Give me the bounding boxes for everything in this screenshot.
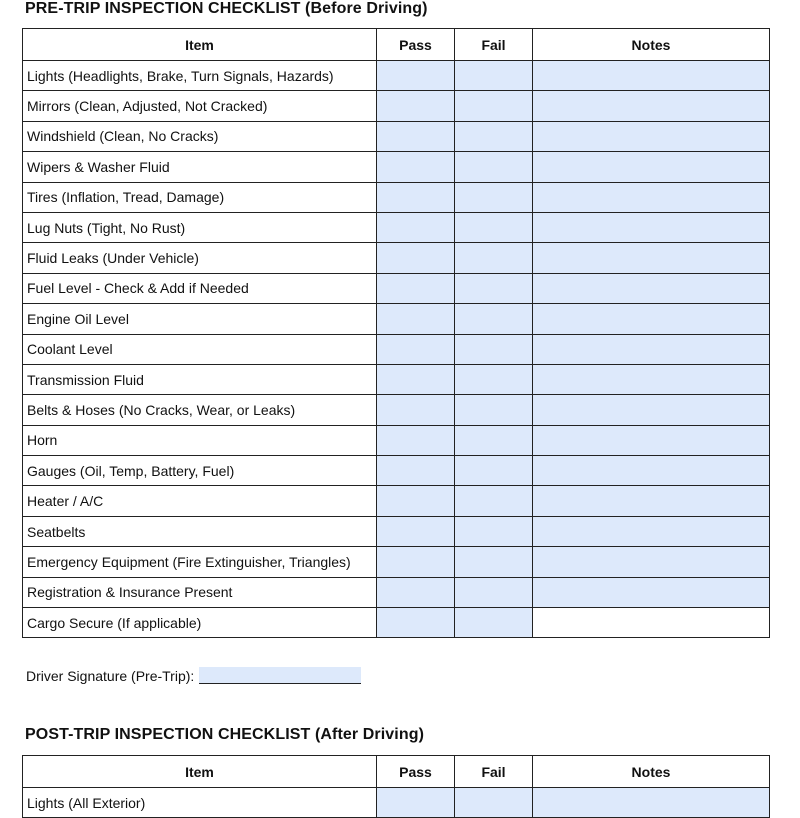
fail-field[interactable] bbox=[455, 304, 533, 334]
fail-field[interactable] bbox=[455, 152, 533, 182]
table-row bbox=[23, 425, 770, 455]
table-row bbox=[23, 364, 770, 394]
pass-field[interactable] bbox=[377, 788, 455, 818]
notes-field[interactable] bbox=[533, 547, 770, 577]
notes-field[interactable] bbox=[533, 516, 770, 546]
pass-field[interactable] bbox=[377, 212, 455, 242]
notes-field[interactable] bbox=[533, 152, 770, 182]
table-row bbox=[23, 121, 770, 151]
notes-field[interactable] bbox=[533, 456, 770, 486]
notes-field[interactable] bbox=[533, 212, 770, 242]
table-row bbox=[23, 516, 770, 546]
pre-trip-title: PRE-TRIP INSPECTION CHECKLIST (Before Driving) bbox=[25, 0, 428, 17]
item-label: Coolant Level bbox=[23, 334, 377, 364]
pass-field[interactable] bbox=[377, 425, 455, 455]
item-label: Mirrors (Clean, Adjusted, Not Cracked) bbox=[23, 91, 377, 121]
table-row bbox=[23, 395, 770, 425]
table-row bbox=[23, 91, 770, 121]
item-label: Registration & Insurance Present bbox=[23, 577, 377, 607]
column-header-pass: Pass bbox=[377, 29, 455, 61]
fail-field[interactable] bbox=[455, 395, 533, 425]
fail-field[interactable] bbox=[455, 91, 533, 121]
table-row bbox=[23, 61, 770, 91]
column-header-fail: Fail bbox=[455, 756, 533, 788]
table-row bbox=[23, 334, 770, 364]
notes-field[interactable] bbox=[533, 91, 770, 121]
fail-field[interactable] bbox=[455, 364, 533, 394]
pre-trip-header-row bbox=[23, 29, 770, 61]
fail-field[interactable] bbox=[455, 516, 533, 546]
table-row bbox=[23, 577, 770, 607]
item-label: Lights (Headlights, Brake, Turn Signals, Hazards) bbox=[23, 61, 377, 91]
table-row bbox=[23, 152, 770, 182]
pre-trip-signature-row bbox=[26, 667, 361, 684]
table-row bbox=[23, 486, 770, 516]
table-row bbox=[23, 182, 770, 212]
pass-field[interactable] bbox=[377, 547, 455, 577]
notes-field[interactable] bbox=[533, 788, 770, 818]
table-row bbox=[23, 788, 770, 818]
table-row bbox=[23, 304, 770, 334]
notes-field[interactable] bbox=[533, 182, 770, 212]
item-label: Cargo Secure (If applicable) bbox=[23, 608, 377, 638]
column-header-pass: Pass bbox=[377, 756, 455, 788]
item-label: Fuel Level - Check & Add if Needed bbox=[23, 273, 377, 303]
column-header-notes: Notes bbox=[533, 756, 770, 788]
fail-field[interactable] bbox=[455, 788, 533, 818]
item-label: Transmission Fluid bbox=[23, 364, 377, 394]
pass-field[interactable] bbox=[377, 577, 455, 607]
notes-field[interactable] bbox=[533, 273, 770, 303]
fail-field[interactable] bbox=[455, 243, 533, 273]
table-row bbox=[23, 243, 770, 273]
notes-field[interactable] bbox=[533, 364, 770, 394]
notes-field[interactable] bbox=[533, 61, 770, 91]
notes-field[interactable] bbox=[533, 425, 770, 455]
table-row bbox=[23, 547, 770, 577]
pass-field[interactable] bbox=[377, 243, 455, 273]
item-label: Engine Oil Level bbox=[23, 304, 377, 334]
pre-trip-table bbox=[22, 28, 770, 638]
pass-field[interactable] bbox=[377, 304, 455, 334]
item-label: Horn bbox=[23, 425, 377, 455]
signature-field[interactable] bbox=[199, 667, 361, 684]
post-trip-header-row bbox=[23, 756, 770, 788]
fail-field[interactable] bbox=[455, 425, 533, 455]
pass-field[interactable] bbox=[377, 486, 455, 516]
table-row bbox=[23, 273, 770, 303]
pass-field[interactable] bbox=[377, 395, 455, 425]
table-row bbox=[23, 456, 770, 486]
signature-label: Driver Signature (Pre-Trip): bbox=[26, 668, 195, 684]
fail-field[interactable] bbox=[455, 547, 533, 577]
item-label: Emergency Equipment (Fire Extinguisher, Triangles) bbox=[23, 547, 377, 577]
item-label: Heater / A/C bbox=[23, 486, 377, 516]
table-row bbox=[23, 212, 770, 242]
notes-field[interactable] bbox=[533, 121, 770, 151]
notes-field[interactable] bbox=[533, 304, 770, 334]
item-label: Belts & Hoses (No Cracks, Wear, or Leaks) bbox=[23, 395, 377, 425]
pass-field[interactable] bbox=[377, 61, 455, 91]
fail-field[interactable] bbox=[455, 61, 533, 91]
item-label: Lug Nuts (Tight, No Rust) bbox=[23, 212, 377, 242]
column-header-item: Item bbox=[23, 29, 377, 61]
post-trip-title: POST-TRIP INSPECTION CHECKLIST (After Driving) bbox=[25, 726, 424, 743]
item-label: Lights (All Exterior) bbox=[23, 788, 377, 818]
notes-field[interactable] bbox=[533, 334, 770, 364]
fail-field[interactable] bbox=[455, 121, 533, 151]
fail-field[interactable] bbox=[455, 456, 533, 486]
pass-field[interactable] bbox=[377, 273, 455, 303]
item-label: Seatbelts bbox=[23, 516, 377, 546]
pass-field[interactable] bbox=[377, 121, 455, 151]
pass-field[interactable] bbox=[377, 334, 455, 364]
fail-field[interactable] bbox=[455, 577, 533, 607]
item-label: Tires (Inflation, Tread, Damage) bbox=[23, 182, 377, 212]
item-label: Windshield (Clean, No Cracks) bbox=[23, 121, 377, 151]
column-header-notes: Notes bbox=[533, 29, 770, 61]
pass-field[interactable] bbox=[377, 516, 455, 546]
post-trip-table bbox=[22, 755, 770, 818]
item-label: Gauges (Oil, Temp, Battery, Fuel) bbox=[23, 456, 377, 486]
notes-field[interactable] bbox=[533, 486, 770, 516]
notes-field[interactable] bbox=[533, 395, 770, 425]
fail-field[interactable] bbox=[455, 273, 533, 303]
fail-field[interactable] bbox=[455, 212, 533, 242]
fail-field[interactable] bbox=[455, 608, 533, 638]
notes-field[interactable] bbox=[533, 243, 770, 273]
item-label: Wipers & Washer Fluid bbox=[23, 152, 377, 182]
column-header-fail: Fail bbox=[455, 29, 533, 61]
notes-field[interactable] bbox=[533, 577, 770, 607]
item-label: Fluid Leaks (Under Vehicle) bbox=[23, 243, 377, 273]
fail-field[interactable] bbox=[455, 486, 533, 516]
pass-field[interactable] bbox=[377, 182, 455, 212]
pass-field[interactable] bbox=[377, 456, 455, 486]
pass-field[interactable] bbox=[377, 91, 455, 121]
table-row bbox=[23, 608, 770, 638]
fail-field[interactable] bbox=[455, 334, 533, 364]
notes-field[interactable] bbox=[533, 608, 770, 638]
fail-field[interactable] bbox=[455, 182, 533, 212]
column-header-item: Item bbox=[23, 756, 377, 788]
pass-field[interactable] bbox=[377, 364, 455, 394]
pass-field[interactable] bbox=[377, 608, 455, 638]
pass-field[interactable] bbox=[377, 152, 455, 182]
